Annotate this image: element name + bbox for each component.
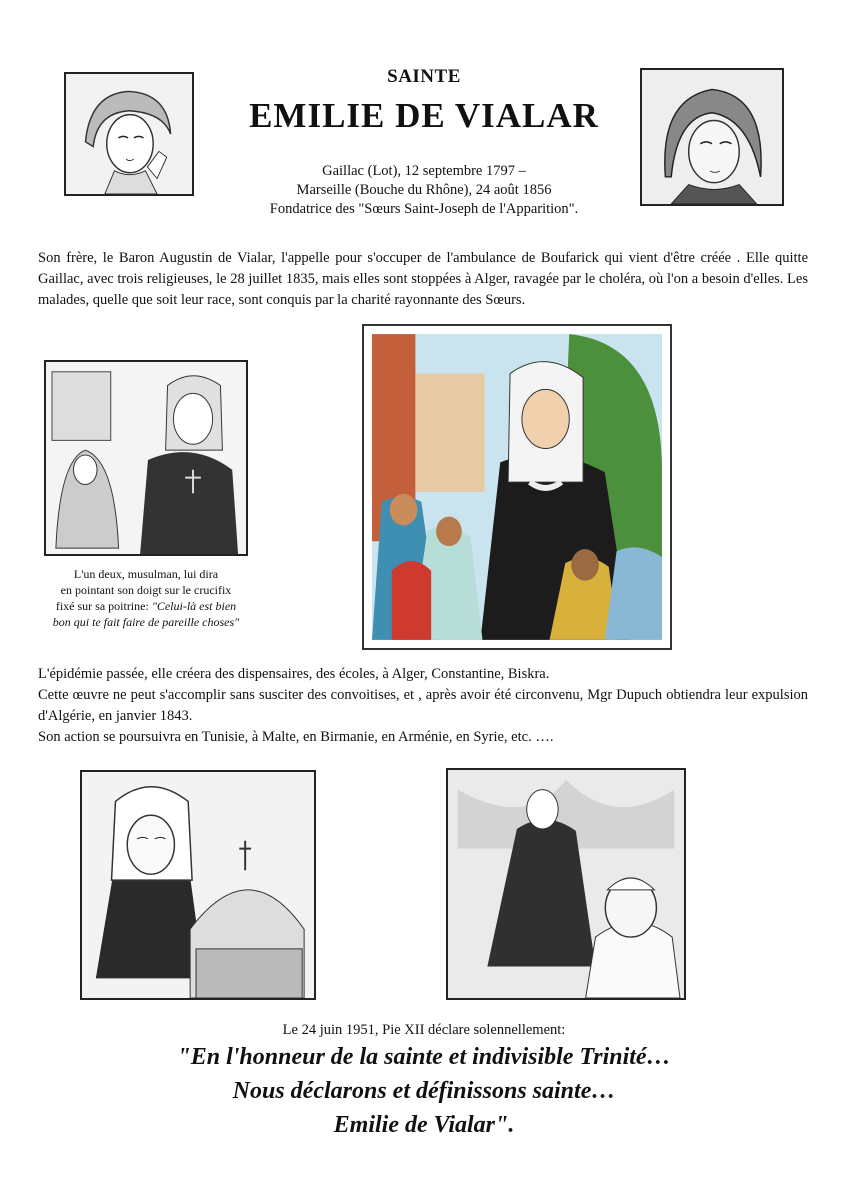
caption-line-3 [40,598,252,614]
caption-quote-end: bon qui te fait faire de pareille choses" [52,615,240,629]
nun-crowd-sketch-image [44,360,248,556]
canonization-line: Le 24 juin 1951, Pie XII déclare solennellement: [282,1022,566,1038]
body-line-3: Son action se poursuivra en Tunisie, à Malte, en Birmanie, en Arménie, en Syrie, etc. …. [38,729,554,745]
biography-dates [0,162,848,219]
quote-line-2: Nous déclarons et définissons sainte… [232,1078,616,1104]
birth-line: Gaillac (Lot), 12 septembre 1797 – [322,163,526,179]
body-line-2: Cette œuvre ne peut s'accomplir sans susciter des convoitises, et , après avoir été circonvenu, Mgr Dupuch obtiendra leur expulsion d'Algérie, en janvier 1843. [38,687,808,724]
caption-line-3-plain: fixé sur sa poitrine: [55,599,152,613]
nun-dome-sketch-image [80,770,316,1000]
page-title: EMILIE DE VIALAR [249,96,599,135]
image-caption [40,566,252,630]
nun-with-pope-icon [448,770,684,998]
nun-with-children-icon [372,334,662,640]
subtitle-sainte: SAINTE [387,66,461,87]
caption-line-2: en pointant son doigt sur le crucifix [60,583,232,597]
nun-st-peters-dome-icon [82,772,314,998]
body-line-1: L'épidémie passée, elle créera des dispensaires, des écoles, à Alger, Constantine, Biskra. [38,666,550,682]
death-line: Marseille (Bouche du Rhône), 24 août 1856 [296,182,552,198]
intro-paragraph: Son frère, le Baron Augustin de Vialar, l'appelle pour s'occuper de l'ambulance de Boufarick qui vient d'être créée . Elle quitte Gaillac, avec trois religieuses, le 28 juillet 1835, mais elles sont stoppées à Alger, ravagée par le choléra, où l'on a besoin d'elles. Les malades, quelle que soit leur race, sont conquis par la charité rayonnante des Sœurs. [38,250,808,308]
nun-pointing-sketch-icon [46,362,246,554]
quote-line-3: Emilie de Vialar". [333,1112,515,1138]
caption-line-1: L'un deux, musulman, lui dira [73,567,219,581]
caption-quote-start: "Celui-là est bien [151,599,237,613]
body-paragraph [38,664,808,748]
quote-line-1: "En l'honneur de la sainte et indivisible Trinité… [177,1044,671,1070]
founder-line: Fondatrice des "Sœurs Saint-Joseph de l'Apparition". [269,201,579,217]
nun-apparition-sketch-image [446,768,686,1000]
nun-children-color-image [362,324,672,650]
